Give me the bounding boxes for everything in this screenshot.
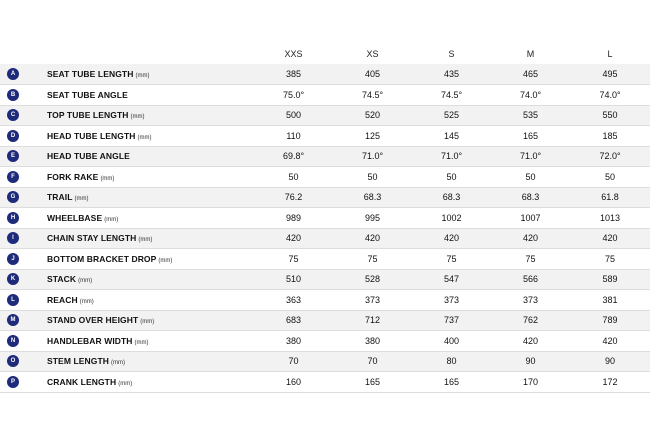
measurement-value: 385 bbox=[254, 64, 333, 85]
measurement-value: 172 bbox=[570, 372, 650, 393]
size-column-header: M bbox=[526, 49, 535, 59]
badge-cell bbox=[0, 208, 40, 229]
measurement-value: 420 bbox=[333, 228, 412, 249]
measurement-value: 70 bbox=[333, 351, 412, 372]
measurement-unit: (mm) bbox=[130, 114, 145, 121]
measurement-value: 69.8° bbox=[254, 146, 333, 167]
measurement-unit: (mm) bbox=[137, 134, 152, 141]
measurement-value: 125 bbox=[333, 126, 412, 147]
measurement-value: 420 bbox=[570, 228, 650, 249]
badge-cell bbox=[0, 146, 40, 167]
table-row bbox=[0, 105, 650, 126]
measurement-name: BOTTOM BRACKET DROP bbox=[47, 253, 157, 264]
measurement-value: 420 bbox=[491, 228, 570, 249]
measurement-letter-badge: M bbox=[7, 314, 19, 326]
measurement-value: 75 bbox=[412, 249, 491, 270]
measurement-value: 528 bbox=[333, 269, 412, 290]
measurement-value: 373 bbox=[333, 290, 412, 311]
measurement-name-cell bbox=[40, 372, 254, 393]
badge-cell bbox=[0, 187, 40, 208]
badge-cell bbox=[0, 249, 40, 270]
measurement-name-cell bbox=[40, 228, 254, 249]
measurement-value: 165 bbox=[412, 372, 491, 393]
measurement-name-cell bbox=[40, 290, 254, 311]
measurement-unit: (mm) bbox=[79, 298, 94, 305]
measurement-value: 50 bbox=[491, 167, 570, 188]
measurement-value: 547 bbox=[412, 269, 491, 290]
measurement-value: 465 bbox=[491, 64, 570, 85]
measurement-letter-badge: H bbox=[7, 212, 19, 224]
measurement-unit: (mm) bbox=[134, 339, 149, 346]
table-row bbox=[0, 331, 650, 352]
measurement-value: 373 bbox=[412, 290, 491, 311]
measurement-letter-badge: B bbox=[7, 89, 19, 101]
measurement-unit: (mm) bbox=[138, 237, 153, 244]
measurement-name: CRANK LENGTH bbox=[47, 376, 117, 387]
measurement-value: 75 bbox=[491, 249, 570, 270]
measurement-value: 1013 bbox=[570, 208, 650, 229]
measurement-value: 525 bbox=[412, 105, 491, 126]
size-header bbox=[0, 44, 650, 64]
table-row bbox=[0, 228, 650, 249]
measurement-letter-badge: L bbox=[7, 294, 19, 306]
size-column-header: L bbox=[607, 49, 613, 59]
measurement-value: 995 bbox=[333, 208, 412, 229]
measurement-value: 380 bbox=[254, 331, 333, 352]
size-column-header: S bbox=[448, 49, 455, 59]
measurement-name: FORK RAKE bbox=[47, 171, 99, 182]
table-row bbox=[0, 269, 650, 290]
measurement-name-cell bbox=[40, 126, 254, 147]
measurement-unit: (mm) bbox=[100, 175, 115, 182]
measurement-letter-badge: D bbox=[7, 130, 19, 142]
measurement-unit: (mm) bbox=[135, 73, 150, 79]
measurement-name: STEM LENGTH bbox=[47, 356, 110, 367]
badge-cell bbox=[0, 105, 40, 126]
measurement-name: TRAIL bbox=[47, 192, 73, 203]
measurement-unit: (mm) bbox=[111, 360, 126, 367]
measurement-value: 185 bbox=[570, 126, 650, 147]
measurement-value: 405 bbox=[333, 64, 412, 85]
measurement-name-cell bbox=[40, 310, 254, 331]
measurement-value: 420 bbox=[570, 331, 650, 352]
measurement-value: 50 bbox=[333, 167, 412, 188]
measurement-value: 762 bbox=[491, 310, 570, 331]
table-row bbox=[0, 167, 650, 188]
measurement-name: STAND OVER HEIGHT bbox=[47, 315, 139, 326]
measurement-unit: (mm) bbox=[78, 278, 93, 285]
measurement-value: 74.0° bbox=[491, 85, 570, 106]
measurement-name-cell bbox=[40, 64, 254, 85]
measurement-value: 50 bbox=[254, 167, 333, 188]
header-spacer bbox=[0, 44, 40, 64]
badge-cell bbox=[0, 126, 40, 147]
measurement-letter-badge: G bbox=[7, 191, 19, 203]
measurement-value: 535 bbox=[491, 105, 570, 126]
measurement-value: 160 bbox=[254, 372, 333, 393]
measurement-value: 380 bbox=[333, 331, 412, 352]
measurement-value: 1007 bbox=[491, 208, 570, 229]
measurement-value: 737 bbox=[412, 310, 491, 331]
measurement-value: 495 bbox=[570, 64, 650, 85]
measurement-value: 712 bbox=[333, 310, 412, 331]
measurement-unit: (mm) bbox=[118, 380, 133, 387]
geometry-rows bbox=[0, 64, 650, 392]
measurement-value: 80 bbox=[412, 351, 491, 372]
measurement-value: 68.3 bbox=[333, 187, 412, 208]
measurement-value: 61.8 bbox=[570, 187, 650, 208]
measurement-value: 74.0° bbox=[570, 85, 650, 106]
measurement-value: 71.0° bbox=[412, 146, 491, 167]
measurement-value: 550 bbox=[570, 105, 650, 126]
badge-cell bbox=[0, 331, 40, 352]
measurement-letter-badge: N bbox=[7, 335, 19, 347]
badge-cell bbox=[0, 372, 40, 393]
measurement-value: 170 bbox=[491, 372, 570, 393]
measurement-unit: (mm) bbox=[158, 257, 173, 264]
measurement-unit: (mm) bbox=[140, 319, 155, 326]
measurement-value: 74.5° bbox=[333, 85, 412, 106]
measurement-value: 90 bbox=[491, 351, 570, 372]
measurement-value: 420 bbox=[254, 228, 333, 249]
measurement-value: 68.3 bbox=[491, 187, 570, 208]
table-row bbox=[0, 249, 650, 270]
measurement-value: 420 bbox=[491, 331, 570, 352]
measurement-name-cell bbox=[40, 187, 254, 208]
measurement-name: WHEELBASE bbox=[47, 212, 103, 223]
table-row bbox=[0, 208, 650, 229]
table-row bbox=[0, 64, 650, 85]
measurement-value: 75 bbox=[333, 249, 412, 270]
table-row bbox=[0, 351, 650, 372]
measurement-name-cell bbox=[40, 269, 254, 290]
measurement-letter-badge: J bbox=[7, 253, 19, 265]
measurement-name-cell bbox=[40, 351, 254, 372]
measurement-value: 420 bbox=[412, 228, 491, 249]
measurement-letter-badge: O bbox=[7, 355, 19, 367]
measurement-letter-badge: K bbox=[7, 273, 19, 285]
size-column-header: XXS bbox=[284, 49, 303, 59]
table-row bbox=[0, 146, 650, 167]
geometry-table bbox=[0, 44, 650, 393]
measurement-value: 75 bbox=[254, 249, 333, 270]
measurement-value: 71.0° bbox=[491, 146, 570, 167]
measurement-value: 381 bbox=[570, 290, 650, 311]
measurement-unit: (mm) bbox=[104, 216, 119, 223]
measurement-name-cell bbox=[40, 105, 254, 126]
badge-cell bbox=[0, 167, 40, 188]
measurement-name-cell bbox=[40, 208, 254, 229]
badge-cell bbox=[0, 310, 40, 331]
measurement-name-cell bbox=[40, 146, 254, 167]
badge-cell bbox=[0, 269, 40, 290]
measurement-letter-badge: I bbox=[7, 232, 19, 244]
measurement-name: CHAIN STAY LENGTH bbox=[47, 233, 137, 244]
size-column-header: XS bbox=[366, 49, 379, 59]
table-row bbox=[0, 187, 650, 208]
measurement-name-cell bbox=[40, 249, 254, 270]
table-row bbox=[0, 290, 650, 311]
table-row bbox=[0, 372, 650, 393]
measurement-name: HEAD TUBE LENGTH bbox=[47, 130, 136, 141]
measurement-value: 989 bbox=[254, 208, 333, 229]
header-row bbox=[0, 44, 650, 64]
measurement-name-cell bbox=[40, 331, 254, 352]
measurement-letter-badge: P bbox=[7, 376, 19, 388]
measurement-name: HEAD TUBE ANGLE bbox=[47, 151, 130, 162]
measurement-value: 90 bbox=[570, 351, 650, 372]
badge-cell bbox=[0, 290, 40, 311]
measurement-name-cell bbox=[40, 167, 254, 188]
badge-cell bbox=[0, 351, 40, 372]
measurement-value: 165 bbox=[333, 372, 412, 393]
table-row bbox=[0, 310, 650, 331]
measurement-name: HANDLEBAR WIDTH bbox=[47, 335, 133, 346]
measurement-value: 72.0° bbox=[570, 146, 650, 167]
measurement-value: 145 bbox=[412, 126, 491, 147]
measurement-name: TOP TUBE LENGTH bbox=[47, 110, 129, 121]
measurement-value: 75.0° bbox=[254, 85, 333, 106]
measurement-value: 500 bbox=[254, 105, 333, 126]
measurement-value: 74.5° bbox=[412, 85, 491, 106]
measurement-value: 683 bbox=[254, 310, 333, 331]
measurement-value: 400 bbox=[412, 331, 491, 352]
measurement-letter-badge: A bbox=[7, 68, 19, 80]
measurement-value: 50 bbox=[570, 167, 650, 188]
badge-cell bbox=[0, 228, 40, 249]
measurement-value: 520 bbox=[333, 105, 412, 126]
measurement-value: 68.3 bbox=[412, 187, 491, 208]
measurement-value: 71.0° bbox=[333, 146, 412, 167]
measurement-value: 50 bbox=[412, 167, 491, 188]
measurement-letter-badge: C bbox=[7, 109, 19, 121]
header-spacer bbox=[40, 44, 254, 64]
measurement-name: STACK bbox=[47, 274, 77, 285]
measurement-name: SEAT TUBE LENGTH bbox=[47, 69, 134, 79]
measurement-value: 110 bbox=[254, 126, 333, 147]
measurement-value: 510 bbox=[254, 269, 333, 290]
table-row bbox=[0, 85, 650, 106]
table-row bbox=[0, 126, 650, 147]
measurement-value: 363 bbox=[254, 290, 333, 311]
measurement-value: 789 bbox=[570, 310, 650, 331]
measurement-letter-badge: E bbox=[7, 150, 19, 162]
badge-cell bbox=[0, 85, 40, 106]
measurement-value: 75 bbox=[570, 249, 650, 270]
measurement-unit: (mm) bbox=[74, 196, 89, 203]
badge-cell bbox=[0, 64, 40, 85]
measurement-value: 165 bbox=[491, 126, 570, 147]
measurement-name: SEAT TUBE ANGLE bbox=[47, 89, 128, 100]
measurement-name: REACH bbox=[47, 294, 78, 305]
measurement-value: 589 bbox=[570, 269, 650, 290]
measurement-letter-badge: F bbox=[7, 171, 19, 183]
measurement-value: 76.2 bbox=[254, 187, 333, 208]
measurement-value: 435 bbox=[412, 64, 491, 85]
measurement-value: 1002 bbox=[412, 208, 491, 229]
measurement-value: 70 bbox=[254, 351, 333, 372]
measurement-name-cell bbox=[40, 85, 254, 106]
measurement-value: 373 bbox=[491, 290, 570, 311]
measurement-value: 566 bbox=[491, 269, 570, 290]
